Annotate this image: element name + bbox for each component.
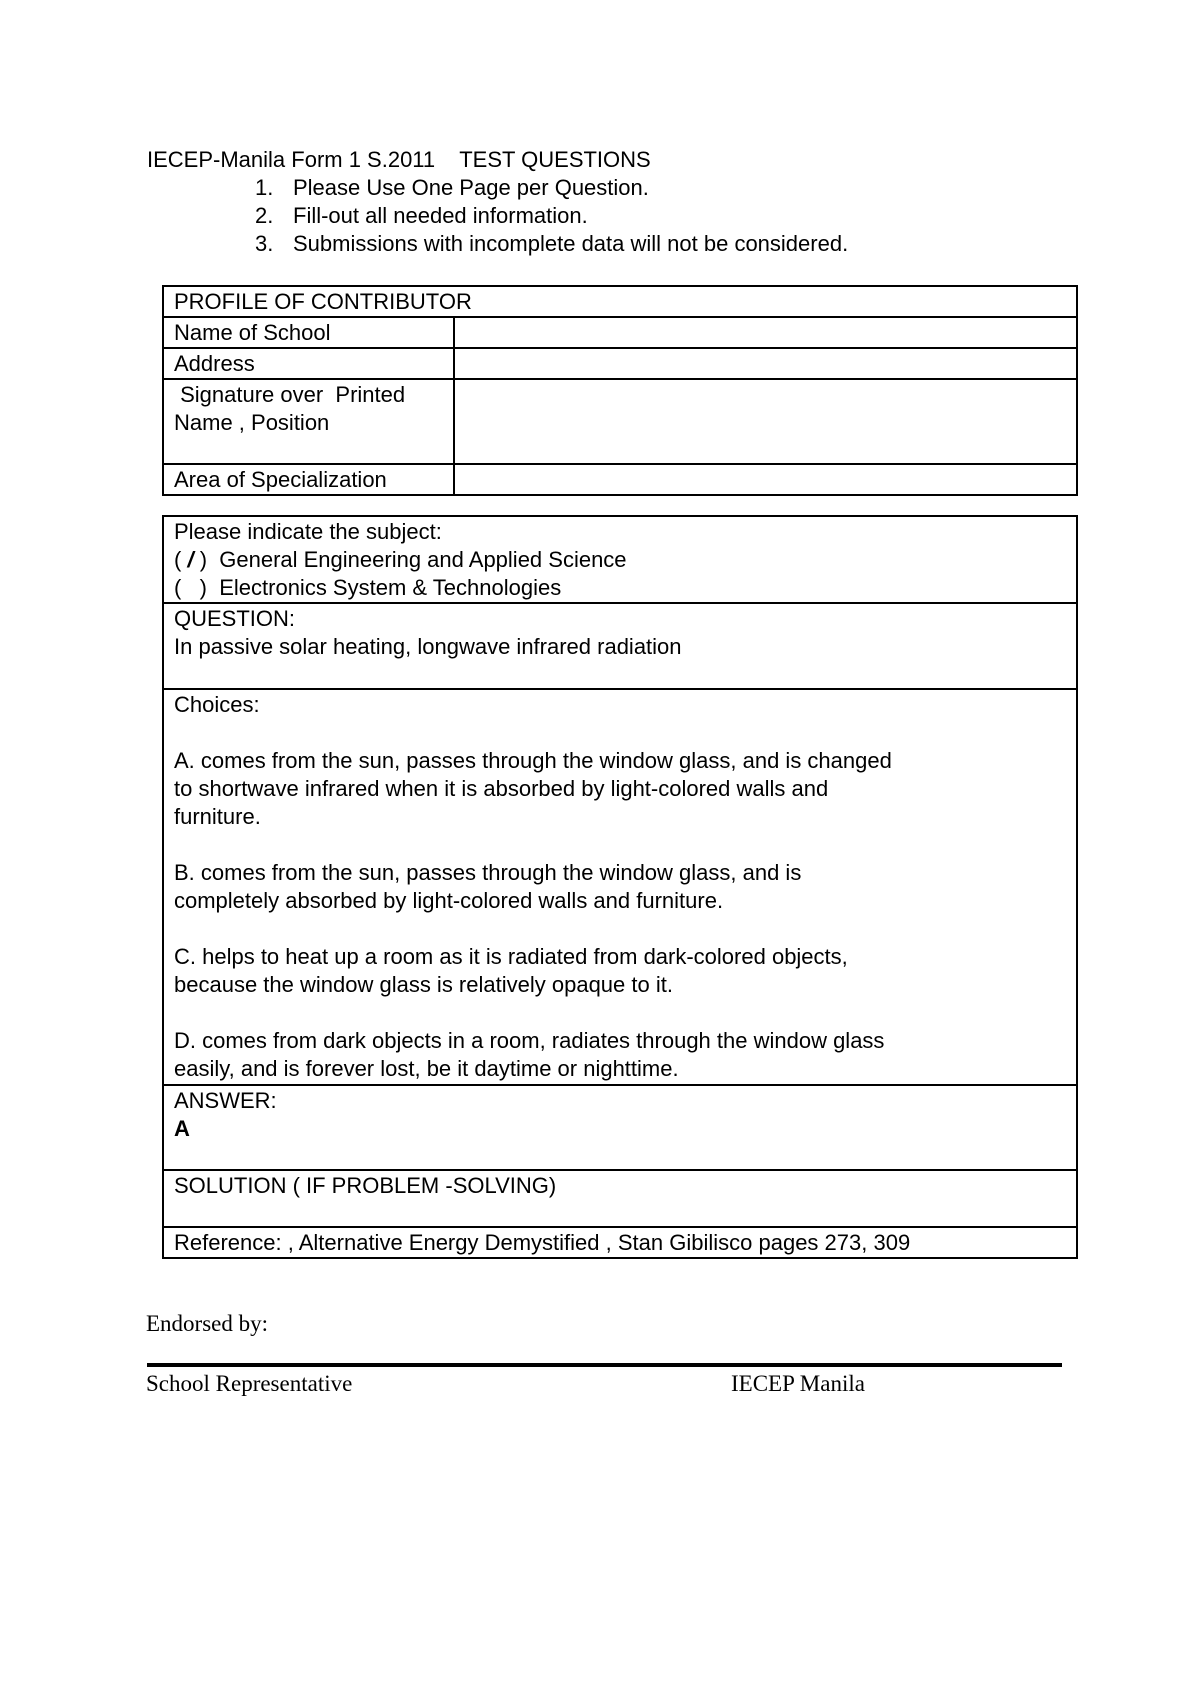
profile-table	[162, 285, 1078, 496]
instruction-text: Fill-out all needed information.	[293, 203, 588, 228]
instruction-item	[255, 174, 848, 202]
choice-line: furniture.	[174, 804, 261, 829]
form-title: IECEP-Manila Form 1 S.2011 TEST QUESTIONS	[147, 147, 651, 172]
choice-line: to shortwave infrared when it is absorbed by light-colored walls and	[174, 776, 829, 801]
question-heading: QUESTION:	[174, 606, 296, 631]
instruction-text: Submissions with incomplete data will not be considered.	[293, 231, 849, 256]
area-of-specialization-field[interactable]	[454, 464, 1077, 495]
instruction-item	[255, 230, 848, 258]
choice-line: A. comes from the sun, passes through the window glass, and is changed	[174, 748, 892, 773]
instruction-number: 1.	[255, 175, 274, 200]
signature-label-line2: Name , Position	[174, 410, 330, 435]
solution-heading: SOLUTION ( IF PROBLEM -SOLVING)	[174, 1173, 557, 1198]
signature-line	[147, 1363, 1062, 1367]
answer-cell	[163, 1085, 1077, 1170]
subject-option-electronics[interactable]	[174, 574, 1066, 602]
choice-line: B. comes from the sun, passes through the window glass, and is	[174, 860, 802, 885]
instruction-text: Please Use One Page per Question.	[293, 175, 649, 200]
signature-field[interactable]	[454, 379, 1077, 464]
choice-line: D. comes from dark objects in a room, radiates through the window glass	[174, 1028, 885, 1053]
checkbox-open: (	[174, 575, 200, 600]
choice-line: C. helps to heat up a room as it is radiated from dark-colored objects,	[174, 944, 848, 969]
subject-option-general-engineering[interactable]	[174, 546, 1066, 574]
choices-heading: Choices:	[174, 692, 260, 717]
iecep-manila-label: IECEP Manila	[731, 1371, 865, 1396]
choice-line: because the window glass is relatively opaque to it.	[174, 972, 673, 997]
checkbox-open: (	[174, 547, 188, 572]
address-field[interactable]	[454, 348, 1077, 379]
choices-cell	[163, 689, 1077, 1085]
subject-option-label: Electronics System & Technologies	[207, 575, 562, 600]
choice-line: easily, and is forever lost, be it daytime or nighttime.	[174, 1056, 679, 1081]
instructions-list	[255, 174, 848, 258]
endorsed-by-label: Endorsed by:	[146, 1311, 269, 1336]
question-text: In passive solar heating, longwave infrared radiation	[174, 634, 682, 659]
subject-prompt: Please indicate the subject:	[174, 519, 442, 544]
subject-cell	[163, 516, 1077, 603]
instruction-number: 3.	[255, 231, 274, 256]
name-of-school-label: Name of School	[163, 317, 454, 348]
question-cell	[163, 603, 1077, 689]
name-of-school-field[interactable]	[454, 317, 1077, 348]
answer-value: A	[174, 1116, 190, 1141]
area-of-specialization-label: Area of Specialization	[163, 464, 454, 495]
choice-a	[174, 747, 1066, 831]
choice-d	[174, 1027, 1066, 1083]
address-label: Address	[163, 348, 454, 379]
signature-label-line1: Signature over Printed	[174, 382, 406, 407]
instruction-item	[255, 202, 848, 230]
reference-cell: Reference: , Alternative Energy Demystified , Stan Gibilisco pages 273, 309	[163, 1227, 1077, 1258]
answer-heading: ANSWER:	[174, 1088, 277, 1113]
solution-cell	[163, 1170, 1077, 1227]
choice-c	[174, 943, 1066, 999]
checkbox-close: )	[193, 547, 208, 572]
subject-option-label: General Engineering and Applied Science	[207, 547, 627, 572]
question-table	[162, 515, 1078, 1259]
checkmark-icon: /	[187, 547, 194, 572]
choice-b	[174, 859, 1066, 915]
choice-line: completely absorbed by light-colored walls and furniture.	[174, 888, 724, 913]
school-representative-label: School Representative	[146, 1371, 353, 1396]
signature-label	[163, 379, 454, 464]
checkbox-close: )	[199, 575, 207, 600]
instruction-number: 2.	[255, 203, 274, 228]
profile-heading: PROFILE OF CONTRIBUTOR	[163, 286, 1077, 317]
